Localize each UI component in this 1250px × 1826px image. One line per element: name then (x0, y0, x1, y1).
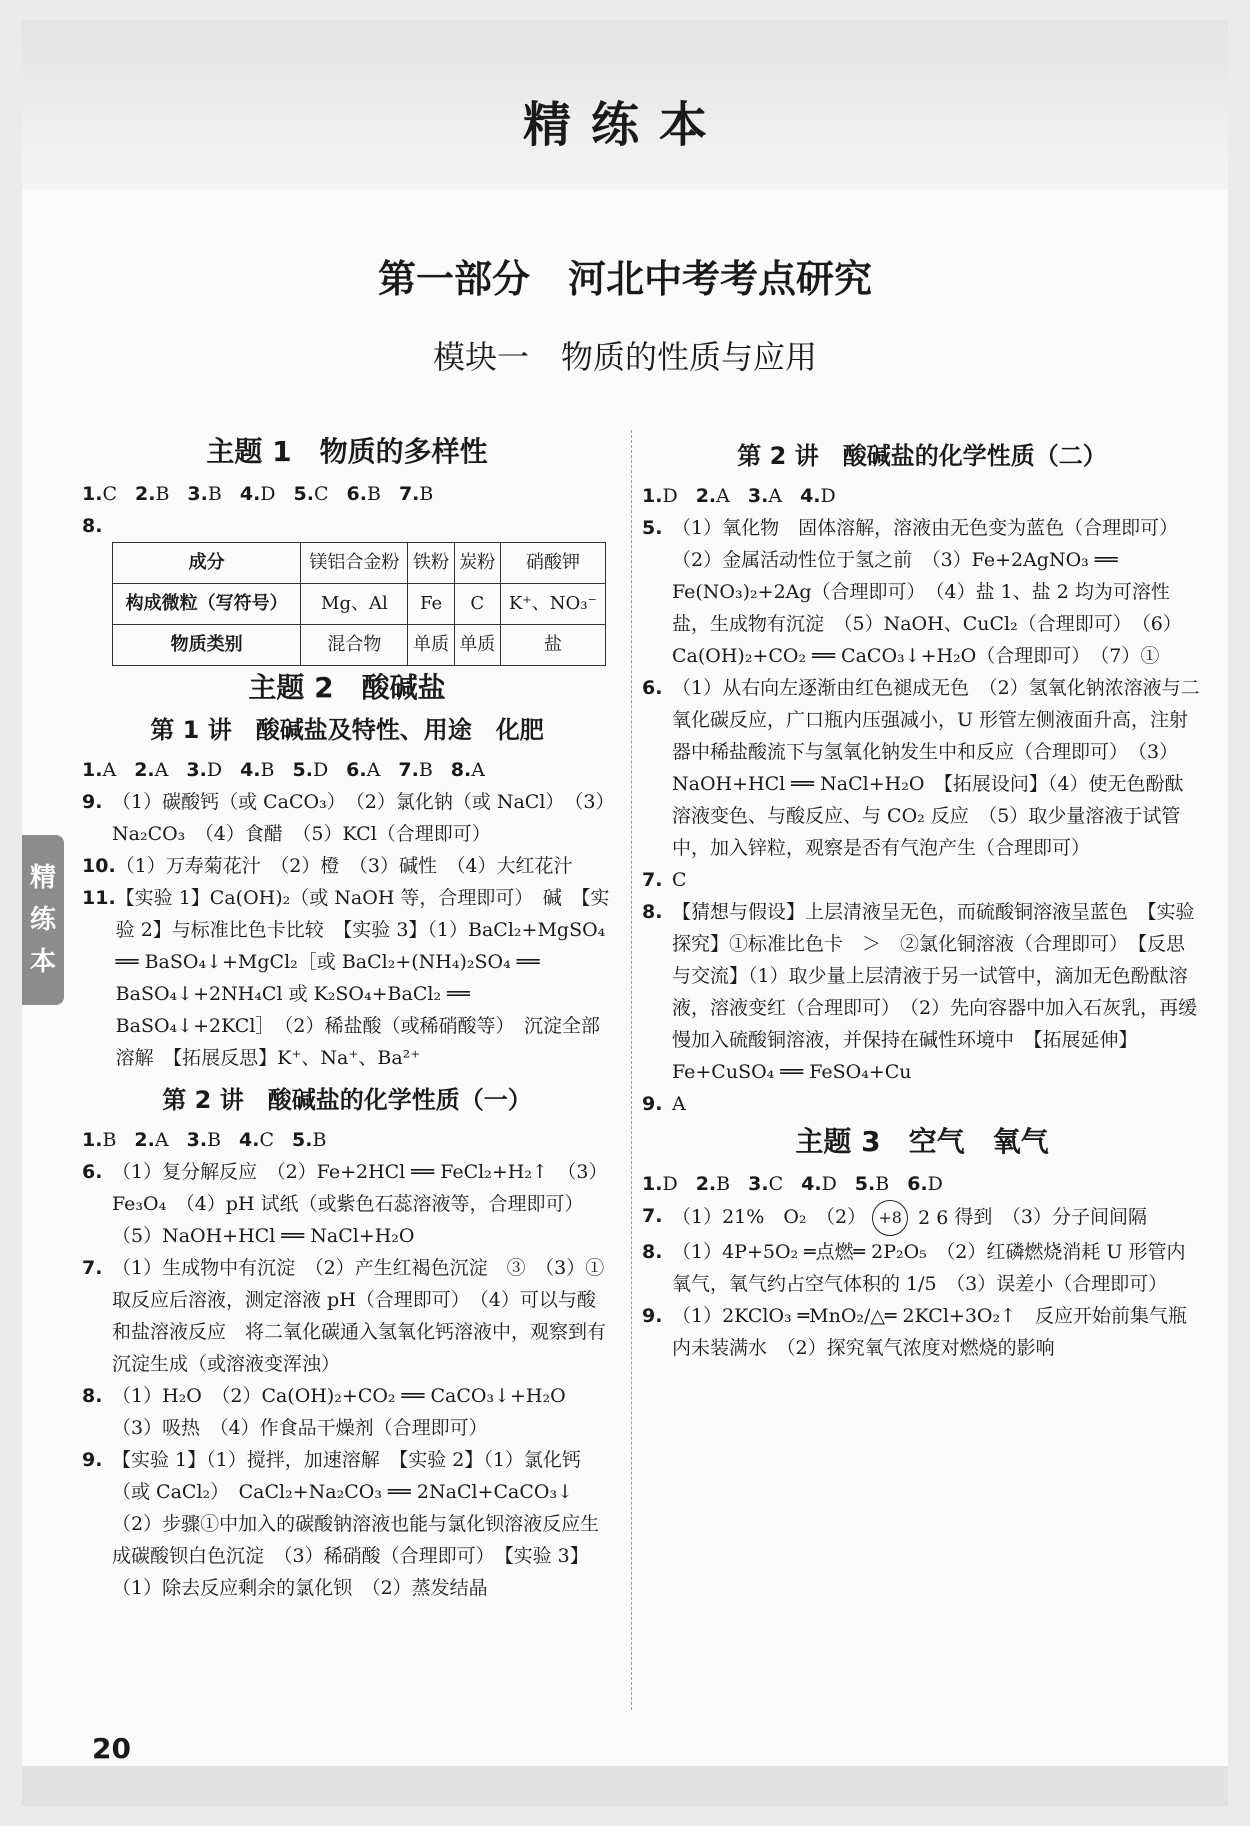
answer-text: （1）万寿菊花汁 （2）橙 （3）碱性 （4）大红花汁 (115, 855, 573, 877)
q-num: 2. (695, 485, 717, 507)
q-num: 3. (748, 1173, 769, 1195)
answer-text: A (672, 1093, 686, 1115)
answer: D (260, 483, 276, 505)
electron-shells: 2 6 (918, 1207, 949, 1229)
right-column (642, 430, 1202, 1364)
table-cell: Mg、Al (301, 584, 408, 625)
q-num: 2. (135, 483, 156, 505)
answer: D (927, 1173, 943, 1195)
q-num: 7. (398, 759, 419, 781)
answer-table (112, 542, 606, 666)
q-num: 5. (293, 483, 314, 505)
answer: C (259, 1129, 275, 1151)
module-title: 模块一 物质的性质与应用 (432, 338, 817, 376)
topic-title: 主题 2 酸碱盐 (248, 671, 446, 704)
q-num: 2. (695, 1173, 717, 1195)
answer-text: （1）4P+5O₂ ═点燃═ 2P₂O₅ （2）红磷燃烧消耗 U 形管内氧气，氧气约占空气体积的 1/5 （3）误差小（合理即可） (672, 1241, 1186, 1295)
answer: A (154, 759, 169, 781)
q-num: 1. (642, 1173, 663, 1195)
mc-answers (642, 1168, 1202, 1200)
q-num: 11. (82, 887, 116, 909)
q-num: 1. (82, 759, 103, 781)
answer: B (312, 1129, 327, 1151)
answer: D (820, 485, 836, 507)
q-num: 6. (346, 759, 367, 781)
answer: A (768, 485, 783, 507)
nucleus-icon: +8 (872, 1200, 908, 1236)
table-cell: 混合物 (301, 625, 408, 666)
q-num: 7. (398, 483, 420, 505)
mc-answers (82, 1124, 612, 1156)
question (82, 850, 612, 882)
answer: B (102, 1129, 117, 1151)
question (642, 512, 1202, 672)
answer-text-part: 得到 （3）分子间间隔 (954, 1206, 1148, 1228)
q-num: 1. (82, 1129, 103, 1151)
question (642, 1088, 1202, 1120)
answer: A (716, 485, 730, 507)
q-num: 7. (642, 1205, 663, 1227)
q-num: 3. (186, 759, 207, 781)
topic-title: 主题 1 物质的多样性 (206, 435, 488, 468)
answer: C (313, 483, 329, 505)
question (642, 1300, 1202, 1364)
side-tab-char: 本 (29, 947, 56, 977)
q-num: 1. (642, 485, 663, 507)
q-num: 5. (854, 1173, 876, 1195)
q-num: 9. (82, 1449, 103, 1471)
column-divider (631, 430, 632, 1710)
side-tab-char: 练 (29, 905, 56, 935)
q-num: 6. (642, 677, 663, 699)
q-num: 4. (801, 1173, 822, 1195)
lecture-title: 第 2 讲 酸碱盐的化学性质（二） (737, 442, 1107, 470)
answer: A (154, 1129, 169, 1151)
question (82, 1252, 624, 1380)
answer: B (366, 483, 381, 505)
answer: D (662, 1173, 678, 1195)
q-num: 3. (186, 1129, 208, 1151)
q-num: 9. (642, 1305, 663, 1327)
q-num: 4. (800, 485, 821, 507)
q-num: 8. (82, 1385, 103, 1407)
question (82, 1444, 612, 1604)
topic-title: 主题 3 空气 氧气 (795, 1125, 1049, 1158)
question (642, 1236, 1202, 1300)
answer-text: C (672, 869, 687, 891)
q-num: 4. (240, 759, 261, 781)
q-num: 5. (292, 759, 313, 781)
q-num: 7. (82, 1257, 103, 1279)
answer: A (102, 759, 117, 781)
answer: B (875, 1173, 890, 1195)
table-cell: 炭粉 (454, 543, 500, 584)
q-num: 6. (82, 1161, 103, 1183)
question (82, 510, 612, 542)
q-num: 3. (187, 483, 208, 505)
q-num: 8. (450, 759, 472, 781)
table-row (113, 584, 606, 625)
q-num: 5. (642, 517, 663, 539)
answer-text: （1）碳酸钙（或 CaCO₃） （2）氯化钠（或 NaCl） （3）Na₂CO₃ （4）食醋 （5）KCl（合理即可） (112, 791, 606, 845)
answer: D (821, 1173, 837, 1195)
answer-text: （1）2KClO₃ ═MnO₂/△═ 2KCl+3O₂↑ 反应开始前集气瓶内未装满水 （2）探究氧气浓度对燃烧的影响 (672, 1305, 1188, 1359)
part-title: 第一部分 河北中考考点研究 (377, 257, 872, 301)
answer: A (471, 759, 485, 781)
answer: B (419, 483, 434, 505)
answer: D (662, 485, 678, 507)
q-num: 1. (82, 483, 103, 505)
q-num: 6. (346, 483, 367, 505)
side-tab-char: 精 (29, 863, 56, 893)
q-num: 9. (82, 791, 103, 813)
answer: B (418, 759, 433, 781)
q-num: 4. (239, 1129, 260, 1151)
answer: B (260, 759, 275, 781)
answer-text: （1）氧化物 固体溶解，溶液由无色变为蓝色（合理即可） （2）金属活动性位于氢之前 （3）Fe+2AgNO₃ ══ Fe(NO₃)₂+2Ag（合理即可） （4）盐 1、盐 2 均为可溶性盐，生成物有沉淀 （5）NaOH、CuCl₂（合理即可） （6）Ca(OH)₂+CO₂ ══ CaCO₃↓+H₂O（合理即可） （7）① (672, 517, 1188, 667)
table-cell: 物质类别 (113, 625, 301, 666)
answer: B (207, 483, 222, 505)
question (82, 1380, 612, 1444)
table-cell: 盐 (500, 625, 605, 666)
q-num: 9. (642, 1093, 663, 1115)
book-title: 精练本 (522, 97, 727, 153)
question (642, 896, 1202, 1088)
mc-answers (642, 480, 1202, 512)
question (642, 1200, 1202, 1236)
q-num: 8. (642, 1241, 663, 1263)
answer-text: （1）复分解反应 （2）Fe+2HCl ══ FeCl₂+H₂↑ （3）Fe₃O₄ （4）pH 试纸（或紫色石蕊溶液等，合理即可） （5）NaOH+HCl ══ NaCl+H₂O (112, 1161, 608, 1247)
table-cell: 硝酸钾 (500, 543, 605, 584)
table-cell: 单质 (454, 625, 500, 666)
table-cell: K⁺、NO₃⁻ (500, 584, 605, 625)
table-row (113, 543, 606, 584)
answer: C (768, 1173, 784, 1195)
mc-answers (82, 754, 612, 786)
side-tab (22, 835, 64, 1005)
question (82, 882, 612, 1074)
q-num: 4. (239, 483, 261, 505)
answer-text: 【猜想与假设】上层清液呈无色，而硫酸铜溶液呈蓝色 【实验探究】①标准比色卡 ＞ ②氯化铜溶液（合理即可） 【反思与交流】（1）取少量上层清液于另一试管中，滴加无色酚酞溶液，溶液变红（合理即可） （2）先向容器中加入石灰乳，再缓慢加入硫酸铜溶液，并保持在碱性环境中 【拓展延伸】Fe+CuSO₄ ══ FeSO₄+Cu (672, 901, 1198, 1083)
question (642, 672, 1202, 864)
footer-band (22, 1766, 1228, 1806)
q-num: 8. (82, 515, 103, 537)
left-column (82, 430, 624, 1604)
page (22, 20, 1228, 1806)
table-cell: 铁粉 (408, 543, 454, 584)
answer: A (366, 759, 381, 781)
answer-text: （1）H₂O （2）Ca(OH)₂+CO₂ ══ CaCO₃↓+H₂O （3）吸热 （4）作食品干燥剂（合理即可） (112, 1385, 585, 1439)
q-num: 6. (907, 1173, 928, 1195)
table-cell: C (454, 584, 500, 625)
table-cell: 单质 (408, 625, 454, 666)
q-num: 10. (82, 855, 116, 877)
answer-text-part: （1）21% O₂ （2） (672, 1206, 867, 1228)
answer-text: 【实验 1】（1）搅拌，加速溶解 【实验 2】（1）氯化钙（或 CaCl₂） CaCl₂+Na₂CO₃ ══ 2NaCl+CaCO₃↓ （2）步骤①中加入的碳酸钠溶液也能与氯化钡溶液反应生成碳酸钡白色沉淀 （3）稀硝酸（合理即可） 【实验 3】（1）除去反应剩余的氯化钡 （2）蒸发结晶 (112, 1449, 600, 1599)
answer-text: 【实验 1】Ca(OH)₂（或 NaOH 等，合理即可） 碱 【实验 2】与标准比色卡比较 【实验 3】（1）BaCl₂+MgSO₄ ══ BaSO₄↓+MgCl₂［或 BaCl₂+(NH₄)₂SO₄ ══ BaSO₄↓+2NH₄Cl 或 K₂SO₄+BaCl₂ ══ BaSO₄↓+2KCl］ （2）稀盐酸（或稀硝酸等） 沉淀全部溶解 【拓展反思】K⁺、Na⁺、Ba²⁺ (115, 887, 610, 1069)
question (82, 786, 612, 850)
answer: D (206, 759, 223, 781)
q-num: 7. (642, 869, 663, 891)
q-num: 5. (292, 1129, 313, 1151)
q-num: 2. (134, 1129, 155, 1151)
table-cell: 构成微粒（写符号） (113, 584, 301, 625)
table-cell: Fe (408, 584, 454, 625)
answer-text (672, 1200, 1202, 1236)
question (82, 1156, 612, 1252)
lecture-title: 第 1 讲 酸碱盐及特性、用途 化肥 (150, 716, 544, 744)
mc-answers (82, 478, 612, 510)
oxygen-atom-structure (872, 1200, 948, 1236)
table-cell: 镁铝合金粉 (301, 543, 408, 584)
table-cell: 成分 (113, 543, 301, 584)
question (642, 864, 1202, 896)
answer: B (716, 1173, 731, 1195)
q-num: 8. (642, 901, 663, 923)
answer: D (312, 759, 329, 781)
table-row (113, 625, 606, 666)
q-num: 3. (747, 485, 769, 507)
answer: B (207, 1129, 222, 1151)
answer-text: （1）生成物中有沉淀 （2）产生红褐色沉淀 ③ （3）① 取反应后溶液，测定溶液 pH（合理即可） （4）可以与酸和盐溶液反应 将二氧化碳通入氢氧化钙溶液中，观察到有沉淀生成（或溶液变浑浊） (112, 1257, 624, 1375)
answer: B (155, 483, 170, 505)
page-number: 20 (92, 1732, 131, 1765)
q-num: 2. (134, 759, 155, 781)
lecture-title: 第 2 讲 酸碱盐的化学性质（一） (162, 1086, 532, 1114)
answer: C (102, 483, 117, 505)
answer-text: （1）从右向左逐渐由红色褪成无色 （2）氢氧化钠浓溶液与二氧化碳反应，广口瓶内压强减小，U 形管左侧液面升高，注射器中稀盐酸流下与氢氧化钠发生中和反应（合理即可） （3）NaOH+HCl ══ NaCl+H₂O 【拓展设问】（4）使无色酚酞溶液变色、与酸反应、与 CO₂ 反应 （5）取少量溶液于试管中，加入锌粒，观察是否有气泡产生（合理即可） (672, 677, 1200, 859)
